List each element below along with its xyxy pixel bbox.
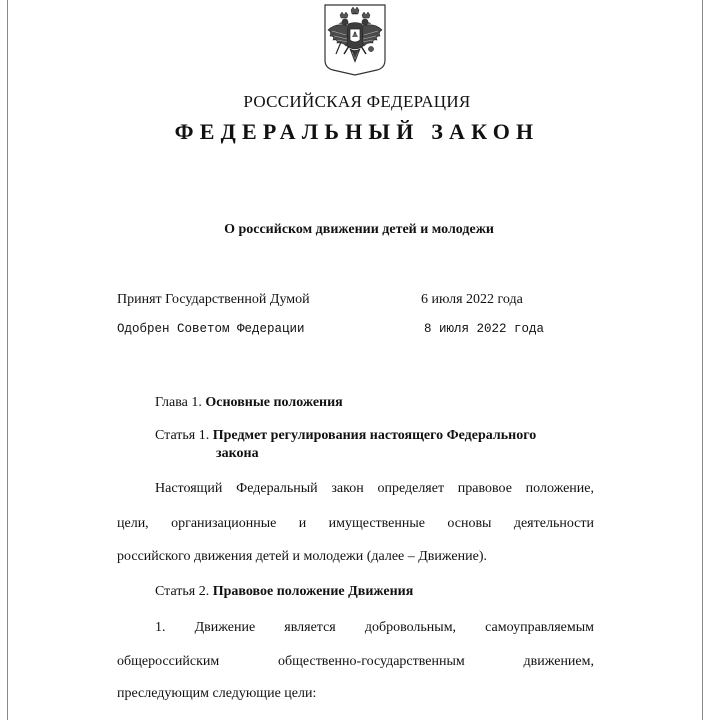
document-type-heading [0,119,710,145]
chapter-title: Основные положения [205,395,343,410]
article2-text-line3: преследующим следующие цели: [117,686,317,701]
country-heading-text: РОССИЙСКАЯ ФЕДЕРАЦИЯ [243,92,471,111]
article2-heading [155,584,413,600]
approved-date: 8 июля 2022 года [424,322,545,336]
article1-text-line1: Настоящий Федеральный закон определяет правовое положение, [155,481,594,496]
article2-text-line2: общероссийским общественно-государственным движением, [117,654,594,669]
document-type-text: ФЕДЕРАЛЬНЫЙ ЗАКОН [174,119,540,144]
chapter-heading [155,395,343,411]
article2-prefix: Статья 2. [155,584,210,599]
article1-text-line2: цели, организационные и имущественные основы деятельности [117,516,594,531]
article2-title: Правовое положение Движения [212,584,414,599]
coat-of-arms-icon [322,2,388,76]
adopted-label: Принят Государственной Думой [117,292,310,307]
law-title [0,222,710,238]
article1-title-line1: Предмет регулирования настоящего Федерального [212,428,537,443]
country-heading [0,92,710,112]
article1-prefix: Статья 1. [155,428,210,443]
adopted-date: 6 июля 2022 года [421,292,523,307]
article1-heading [155,428,536,444]
approved-label: Одобрен Советом Федерации [117,322,305,336]
chapter-prefix: Глава 1. [155,395,202,410]
article2-text-line1: 1. Движение является добровольным, самоуправляемым [155,620,594,635]
article1-text-line3: российского движения детей и молодежи (далее – Движение). [117,549,487,564]
law-title-text: О российском движении детей и молодежи [224,222,494,237]
article1-title-line2: закона [216,446,259,461]
